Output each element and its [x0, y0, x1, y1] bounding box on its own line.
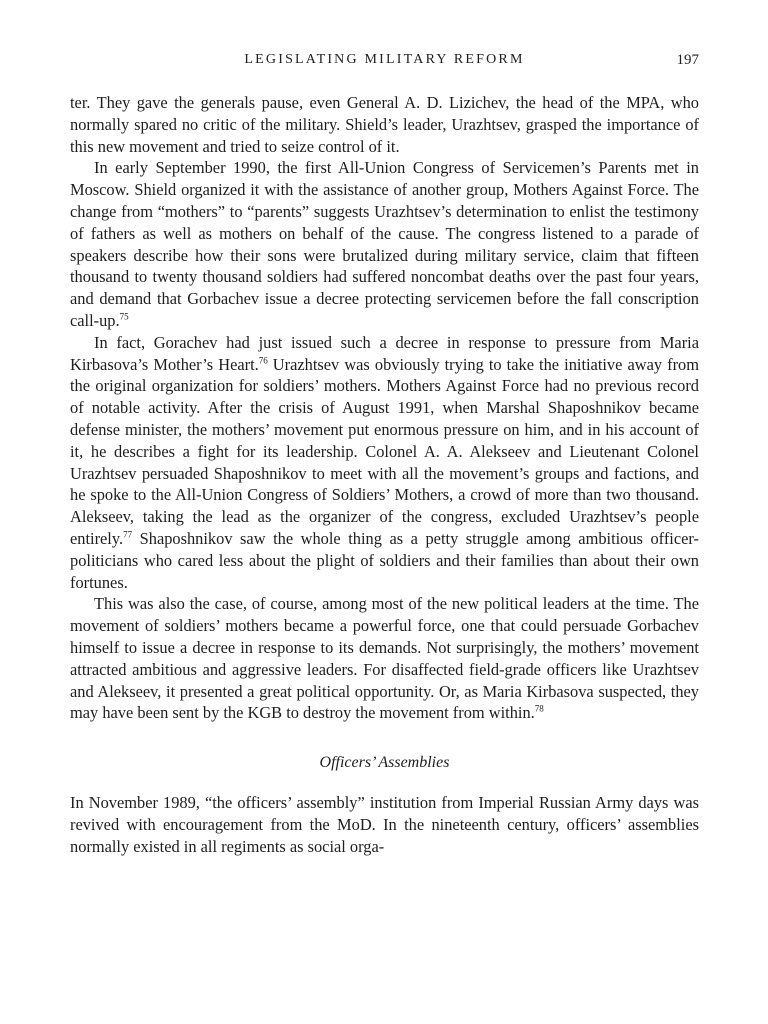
- footnote-marker: 78: [534, 703, 544, 714]
- footnote-marker: 76: [258, 355, 268, 366]
- footnote-marker: 77: [123, 529, 133, 540]
- paragraph-congress: [70, 157, 699, 331]
- paragraph-officers-assembly: [70, 792, 699, 857]
- paragraph-text: Shaposhnikov saw the whole thing as a petty struggle among ambitious officer-politicians who cared less about the plight of soldiers and their families than about their own fortunes.: [70, 528, 699, 592]
- paragraph-text: In early September 1990, the first All-Union Congress of Servicemen’s Parents met in Moscow. Shield organized it with the assistance of another group, Mothers Against Force. The change from “mothers” to “parents” suggests Urazhtsev’s determination to enlist the testimony of fathers as well as mothers on behalf of the cause. The congress listened to a parade of speakers describe how their sons were brutalized during military service, claim that fifteen thousand to twenty thousand soldiers had suffered noncombat deaths over the past four years, and demand that Gorbachev issue a decree protecting servicemen before the fall conscription call-up.: [70, 158, 699, 330]
- paragraph-text: This was also the case, of course, among most of the new political leaders at the time. The movement of soldiers’ mothers became a powerful force, one that could persuade Gorbachev himself to issue a decree in response to its demands. Not surprisingly, the mothers’ movement attracted ambitious and aggressive leaders. For disaffected field-grade officers like Urazhtsev and Alekseev, it presented a great political opportunity. Or, as Maria Kirbasova suspected, they may have been sent by the KGB to destroy the movement from within.: [70, 594, 699, 723]
- running-title: LEGISLATING MILITARY REFORM: [244, 52, 525, 67]
- paragraph-text: In November 1989, “the officers’ assembly” institution from Imperial Russian Army days was revived with encouragement from the MoD. In the nineteenth century, officers’ assemblies normally existed in all regiments as social orga-: [70, 793, 699, 856]
- footnote-marker: 75: [119, 311, 129, 322]
- paragraph-continued: [70, 92, 699, 157]
- paragraph-text: In fact, Gorachev had just issued such a decree in response to pressure from Maria Kirbasova’s Mother’s Heart.: [70, 332, 699, 374]
- paragraph-text: Urazhtsev was obviously trying to take the initiative away from the original organization for soldiers’ mothers. Mothers Against Force had no previous record of notable activity. After the crisis of August 1991, when Marshal Shaposhnikov became defense minister, the mothers’ movement put enormous pressure on him, and in his account of it, he describes a fight for its leadership. Colonel A. A. Alekseev and Lieutenant Colonel Urazhtsev persuaded Shaposhnikov to meet with all the movement’s groups and factions, and he spoke to the All-Union Congress of Soldiers’ Mothers, a crowd of more than two thousand. Alekseev, taking the lead as the organizer of the congress, excluded Urazhtsev’s people entirely.: [70, 354, 699, 548]
- paragraph-political-leaders: [70, 593, 699, 724]
- paragraph-decree: [70, 332, 699, 594]
- book-page: [70, 48, 699, 858]
- page-number: 197: [676, 52, 699, 68]
- paragraph-text: ter. They gave the generals pause, even General A. D. Lizichev, the head of the MPA, who normally spared no critic of the military. Shield’s leader, Urazhtsev, grasped the importance of this new movement and tried to seize control of it.: [70, 93, 699, 156]
- body-text: [70, 92, 699, 858]
- running-head: [70, 48, 699, 78]
- section-heading: Officers’ Assemblies: [319, 754, 450, 772]
